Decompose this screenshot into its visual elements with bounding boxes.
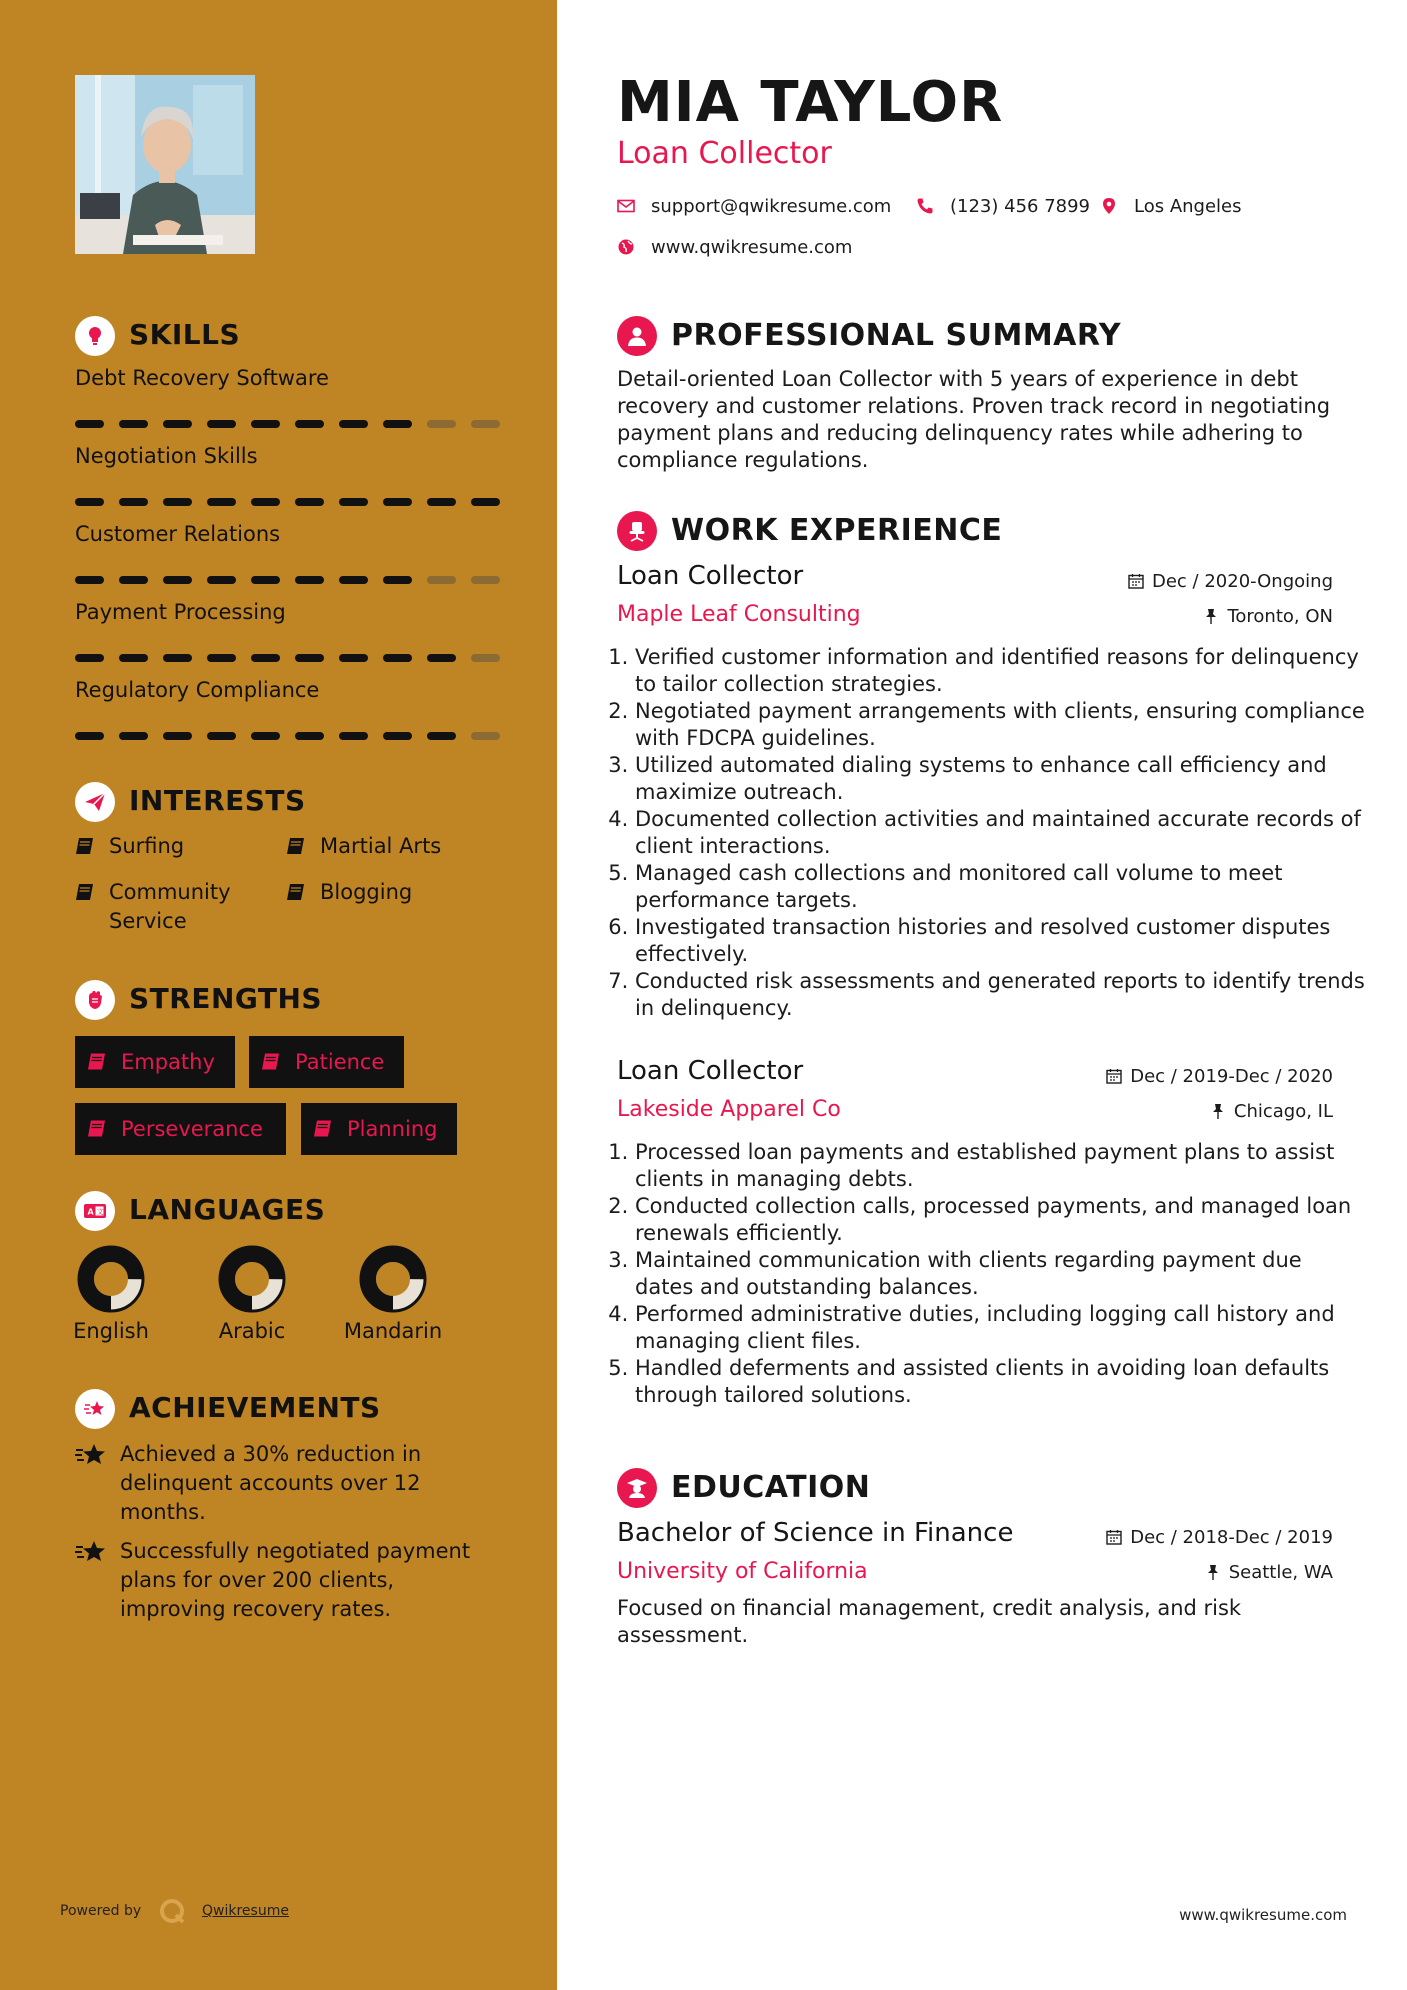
skill-dash-empty	[471, 420, 500, 428]
skill-dash-filled	[427, 498, 456, 506]
strengths-title: STRENGTHS	[129, 982, 323, 1015]
job-title: Loan Collector	[617, 1056, 804, 1086]
language-label: English	[73, 1319, 149, 1343]
summary-text: Detail-oriented Loan Collector with 5 years of experience in debt recovery and customer relations. Proven track record in negotiating payment plans and reducing delinquency rates while adhering to compliance regulations.	[617, 367, 1331, 472]
interests-heading	[75, 782, 475, 822]
skill-dash-filled	[119, 732, 148, 740]
svg-text:文: 文	[96, 1208, 104, 1216]
job-bullet: 3. Maintained communication with clients regarding payment due dates and outstanding balances.	[635, 1247, 1365, 1301]
calendar-icon	[1128, 573, 1144, 589]
sidebar	[0, 0, 557, 1990]
graduate-icon	[617, 1468, 657, 1508]
strength-badge	[249, 1036, 404, 1088]
skill-item	[75, 522, 500, 592]
location-text: Los Angeles	[1134, 196, 1242, 217]
achievements-title: ACHIEVEMENTS	[129, 1391, 381, 1424]
experience-heading	[617, 511, 1317, 551]
skill-dash-filled	[207, 420, 236, 428]
job-location	[1203, 606, 1333, 627]
job-bullet: 1. Processed loan payments and established payment plans to assist clients in managing debts.	[635, 1139, 1365, 1193]
skill-dash-filled	[251, 498, 280, 506]
pushpin-icon	[1203, 608, 1219, 624]
skill-item	[75, 678, 500, 748]
job-bullet: 2. Conducted collection calls, processed payments, and managed loan renewals efficiently.	[635, 1193, 1365, 1247]
job-bullets	[611, 1139, 1365, 1409]
skill-dash-filled	[207, 732, 236, 740]
job-title: Loan Collector	[617, 561, 804, 591]
strengths-heading	[75, 980, 475, 1020]
skill-dash-filled	[119, 420, 148, 428]
job-date-text: Dec / 2020-Ongoing	[1152, 571, 1333, 592]
skill-dash-filled	[295, 732, 324, 740]
achievements-heading	[75, 1389, 495, 1429]
shooting-star-icon	[75, 1442, 107, 1468]
skill-dash-filled	[75, 654, 104, 662]
skill-dash-filled	[383, 498, 412, 506]
email-text: support@qwikresume.com	[651, 196, 892, 217]
job-bullet: 7. Conducted risk assessments and generated reports to identify trends in delinquency.	[635, 968, 1365, 1022]
interest-label: Community Service	[109, 880, 231, 933]
skill-dash-filled	[383, 420, 412, 428]
lightbulb-icon	[75, 316, 115, 356]
skill-item	[75, 600, 500, 670]
book-icon	[313, 1119, 333, 1138]
skill-dash-filled	[251, 654, 280, 662]
skill-dash-filled	[207, 498, 236, 506]
skill-dash-filled	[119, 498, 148, 506]
strength-badge	[75, 1036, 235, 1088]
job-bullet: 5. Managed cash collections and monitored call volume to meet performance targets.	[635, 860, 1365, 914]
skill-dash-filled	[163, 420, 192, 428]
candidate-name: MIA TAYLOR	[617, 70, 1004, 135]
skill-level-bar	[75, 654, 500, 662]
experience-title: WORK EXPERIENCE	[671, 513, 1003, 548]
skill-name: Debt Recovery Software	[75, 366, 329, 390]
education-school: University of California	[617, 1559, 868, 1584]
phone-text: (123) 456 7899	[950, 196, 1091, 217]
skill-dash-filled	[119, 576, 148, 584]
job-location-text: Chicago, IL	[1233, 1101, 1333, 1122]
skill-dash-filled	[427, 732, 456, 740]
interest-label: Blogging	[320, 880, 413, 904]
skill-dash-filled	[427, 654, 456, 662]
language-item	[41, 1245, 181, 1343]
skill-dash-empty	[471, 576, 500, 584]
education-heading	[617, 1468, 1317, 1508]
achievement-text: Achieved a 30% reduction in delinquent accounts over 12 months.	[120, 1442, 422, 1524]
office-chair-icon	[617, 511, 657, 551]
job-location-text: Toronto, ON	[1227, 606, 1333, 627]
job-bullet: 4. Performed administrative duties, including logging call history and managing client files.	[635, 1301, 1365, 1355]
education-date	[1106, 1527, 1333, 1548]
candidate-role: Loan Collector	[617, 136, 832, 171]
book-icon	[286, 883, 306, 901]
envelope-icon	[617, 197, 635, 215]
summary-heading	[617, 316, 1317, 356]
skill-name: Payment Processing	[75, 600, 286, 624]
pushpin-icon	[1205, 1564, 1221, 1580]
skill-dash-filled	[75, 498, 104, 506]
skills-heading	[75, 316, 475, 356]
book-icon	[87, 1119, 107, 1138]
language-level-donut	[218, 1245, 286, 1313]
job-bullet: 1. Verified customer information and identified reasons for delinquency to tailor collection strategies.	[635, 644, 1365, 698]
strength-label: Planning	[347, 1117, 438, 1141]
skill-dash-filled	[339, 732, 368, 740]
map-pin-icon	[1100, 197, 1118, 215]
skill-level-bar	[75, 498, 500, 506]
achievement-item	[75, 1440, 505, 1528]
skill-name: Customer Relations	[75, 522, 281, 546]
strength-badge	[75, 1103, 286, 1155]
skill-name: Negotiation Skills	[75, 444, 258, 468]
education-degree: Bachelor of Science in Finance	[617, 1518, 1014, 1548]
education-description: Focused on financial management, credit analysis, and risk assessment.	[617, 1596, 1242, 1647]
strength-label: Empathy	[121, 1050, 215, 1074]
calendar-icon	[1106, 1529, 1122, 1545]
interest-label: Surfing	[109, 834, 185, 858]
interest-label: Martial Arts	[320, 834, 442, 858]
education-location	[1205, 1562, 1333, 1583]
skill-dash-filled	[295, 576, 324, 584]
skill-dash-filled	[75, 732, 104, 740]
skill-dash-filled	[251, 732, 280, 740]
skill-dash-filled	[383, 576, 412, 584]
achievement-item	[75, 1537, 505, 1625]
shooting-star-icon	[75, 1389, 115, 1429]
book-icon	[75, 883, 95, 901]
footer-website[interactable]: www.qwikresume.com	[1179, 1906, 1347, 1924]
skill-dash-filled	[75, 576, 104, 584]
language-item	[182, 1245, 322, 1343]
education-date-text: Dec / 2018-Dec / 2019	[1130, 1527, 1333, 1548]
skill-dash-filled	[119, 654, 148, 662]
job-date	[1106, 1066, 1333, 1087]
language-label: Mandarin	[343, 1319, 443, 1343]
language-item	[323, 1245, 463, 1343]
job-bullet: 5. Handled deferments and assisted clients in avoiding loan defaults through tailored solutions.	[635, 1355, 1365, 1409]
translate-icon	[75, 1191, 115, 1231]
languages-title: LANGUAGES	[129, 1193, 326, 1226]
powered-by-label: Powered by	[60, 1903, 142, 1919]
skill-dash-filled	[339, 498, 368, 506]
job-date	[1128, 571, 1333, 592]
skill-dash-filled	[339, 420, 368, 428]
book-icon	[286, 837, 306, 855]
summary-title: PROFESSIONAL SUMMARY	[671, 318, 1122, 353]
book-icon	[75, 837, 95, 855]
skill-dash-filled	[251, 576, 280, 584]
languages-heading	[75, 1191, 475, 1231]
skills-title: SKILLS	[129, 318, 241, 351]
skill-dash-filled	[339, 654, 368, 662]
job-company: Maple Leaf Consulting	[617, 602, 861, 627]
skill-item	[75, 366, 500, 436]
skill-dash-filled	[295, 654, 324, 662]
education-title: EDUCATION	[671, 1470, 871, 1505]
qwikresume-link[interactable]: Qwikresume	[202, 1903, 289, 1919]
paper-plane-icon	[75, 782, 115, 822]
skill-dash-filled	[471, 498, 500, 506]
interests-title: INTERESTS	[129, 784, 306, 817]
website-text: www.qwikresume.com	[651, 237, 853, 258]
strength-label: Patience	[295, 1050, 385, 1074]
language-label: Arabic	[218, 1319, 286, 1343]
book-icon	[87, 1052, 107, 1071]
skill-dash-filled	[295, 498, 324, 506]
skill-dash-filled	[251, 420, 280, 428]
strength-label: Perseverance	[121, 1117, 263, 1141]
skill-dash-filled	[163, 654, 192, 662]
svg-text:A: A	[87, 1207, 94, 1217]
skill-item	[75, 444, 500, 514]
skill-dash-empty	[471, 654, 500, 662]
skill-level-bar	[75, 732, 500, 740]
skill-dash-filled	[163, 732, 192, 740]
user-icon	[617, 316, 657, 356]
language-level-donut	[77, 1245, 145, 1313]
skill-level-bar	[75, 576, 500, 584]
shooting-star-icon	[75, 1539, 107, 1565]
pushpin-icon	[1210, 1103, 1226, 1119]
skill-level-bar	[75, 420, 500, 428]
qwikresume-logo-icon	[158, 1897, 186, 1925]
education-location-text: Seattle, WA	[1228, 1562, 1333, 1583]
achievement-text: Successfully negotiated payment plans for over 200 clients, improving recovery rates.	[120, 1539, 471, 1621]
skill-dash-filled	[75, 420, 104, 428]
job-bullet: 2. Negotiated payment arrangements with clients, ensuring compliance with FDCPA guidelines.	[635, 698, 1365, 752]
raised-fist-icon	[75, 980, 115, 1020]
job-bullets	[611, 644, 1365, 1022]
job-bullet: 3. Utilized automated dialing systems to enhance call efficiency and maximize outreach.	[635, 752, 1365, 806]
job-company: Lakeside Apparel Co	[617, 1097, 841, 1122]
phone-icon	[916, 197, 934, 215]
strength-badge	[301, 1103, 457, 1155]
book-icon	[261, 1052, 281, 1071]
job-bullet: 4. Documented collection activities and maintained accurate records of client interactions.	[635, 806, 1365, 860]
skill-dash-filled	[207, 576, 236, 584]
language-level-donut	[359, 1245, 427, 1313]
job-date-text: Dec / 2019-Dec / 2020	[1130, 1066, 1333, 1087]
globe-icon	[617, 238, 635, 256]
skill-dash-filled	[383, 732, 412, 740]
skill-dash-empty	[427, 420, 456, 428]
skill-dash-filled	[207, 654, 236, 662]
skill-dash-filled	[163, 576, 192, 584]
calendar-icon	[1106, 1068, 1122, 1084]
skill-dash-empty	[427, 576, 456, 584]
job-location	[1210, 1101, 1333, 1122]
skill-dash-filled	[163, 498, 192, 506]
skill-dash-filled	[383, 654, 412, 662]
skill-dash-filled	[339, 576, 368, 584]
skill-dash-empty	[471, 732, 500, 740]
job-bullet: 6. Investigated transaction histories and resolved customer disputes effectively.	[635, 914, 1365, 968]
skill-dash-filled	[295, 420, 324, 428]
profile-photo	[75, 75, 255, 254]
skill-name: Regulatory Compliance	[75, 678, 320, 702]
